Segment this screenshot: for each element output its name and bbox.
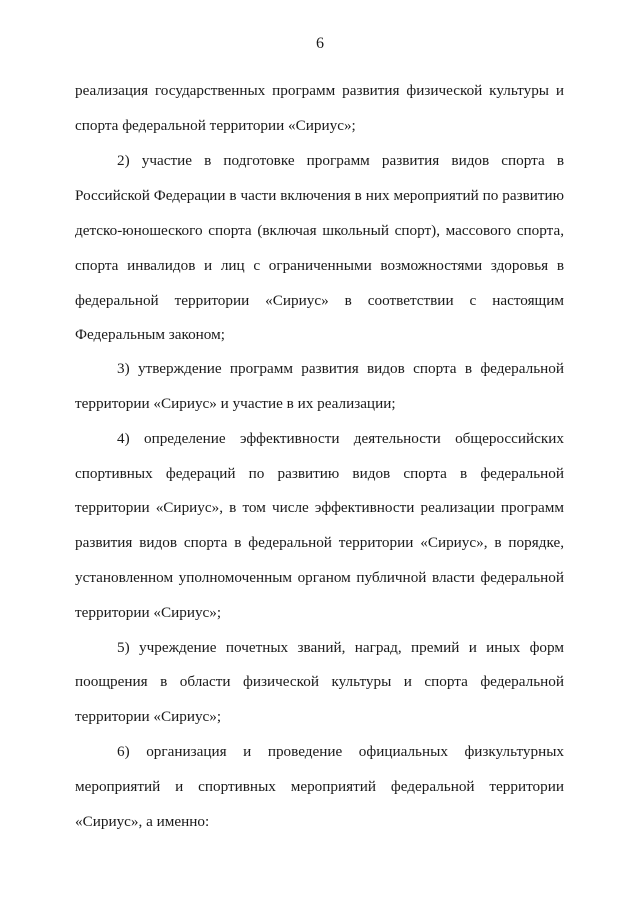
text-line: Российской Федерации в части включения в них мероприятий по развитию	[75, 187, 564, 204]
text-line: поощрения в области физической культуры и спорта федеральной	[75, 673, 564, 690]
text-line: реализация государственных программ развития физической культуры и	[75, 82, 564, 99]
text-line: территории «Сириус»;	[75, 604, 222, 621]
text-line: развития видов спорта в федеральной территории «Сириус», в порядке,	[75, 534, 564, 551]
text-line: «Сириус», а именно:	[75, 813, 210, 830]
text-line: спорта инвалидов и лиц с ограниченными возможностями здоровья в	[75, 257, 564, 274]
text-line: 3) утверждение программ развития видов спорта в федеральной	[117, 360, 564, 377]
text-line: 5) учреждение почетных званий, наград, премий и иных форм	[117, 639, 564, 656]
text-line: Федеральным законом;	[75, 326, 225, 343]
text-line: федеральной территории «Сириус» в соответствии с настоящим	[75, 292, 564, 309]
text-line: 6) организация и проведение официальных физкультурных	[117, 743, 564, 760]
text-line: установленном уполномоченным органом публичной власти федеральной	[75, 569, 564, 586]
text-line: мероприятий и спортивных мероприятий федеральной территории	[75, 778, 564, 795]
text-line: территории «Сириус» и участие в их реализации;	[75, 395, 396, 412]
text-line: территории «Сириус»;	[75, 708, 222, 725]
text-line: 4) определение эффективности деятельности общероссийских	[117, 430, 564, 447]
text-line: 2) участие в подготовке программ развития видов спорта в	[117, 152, 564, 169]
text-line: спортивных федераций по развитию видов спорта в федеральной	[75, 465, 564, 482]
text-line: территории «Сириус», в том числе эффективности реализации программ	[75, 499, 564, 516]
text-line: детско-юношеского спорта (включая школьный спорт), массового спорта,	[75, 222, 564, 239]
page-number: 6	[316, 35, 324, 52]
text-line: спорта федеральной территории «Сириус»;	[75, 117, 356, 134]
